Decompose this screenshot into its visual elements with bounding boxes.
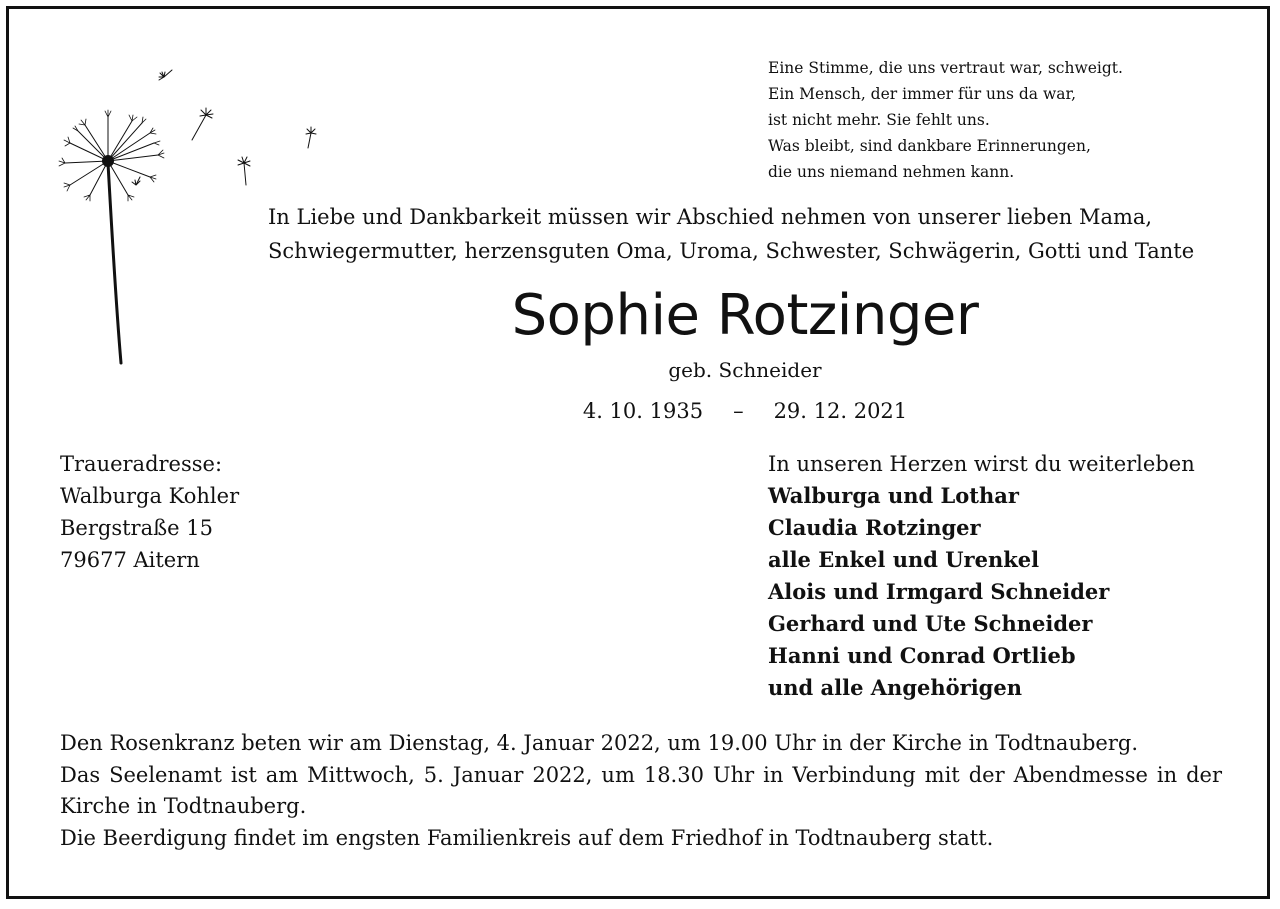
poem-line: Ein Mensch, der immer für uns da war,	[768, 85, 1077, 103]
death-date: 29. 12. 2021	[773, 399, 908, 423]
deceased-name: Sophie Rotzinger	[511, 283, 979, 348]
mourner-name: alle Enkel und Urenkel	[768, 547, 1040, 572]
mourner-name: Walburga und Lothar	[768, 483, 1019, 508]
mourner-name: Claudia Rotzinger	[768, 515, 981, 540]
mourner-name: Hanni und Conrad Ortlieb	[768, 643, 1076, 668]
poem-line: die uns niemand nehmen kann.	[768, 163, 1015, 181]
mourners-lead: In unseren Herzen wirst du weiterleben	[768, 452, 1195, 476]
rosary-notice: Den Rosenkranz beten wir am Dienstag, 4. Januar 2022, um 19.00 Uhr in der Kirche in Todtnauberg.	[60, 731, 1139, 755]
requiem-notice: Das Seelenamt ist am Mittwoch, 5. Januar 2022, um 18.30 Uhr in Verbindung mit der Abendmesse in der Kirche in Todtnauberg.	[60, 762, 1222, 818]
mourner-name: Gerhard und Ute Schneider	[768, 611, 1093, 636]
mourner-name: und alle Angehörigen	[768, 675, 1022, 700]
address-city: 79677 Aitern	[60, 548, 200, 572]
address-label: Traueradresse:	[60, 452, 223, 476]
poem-line: Was bleibt, sind dankbare Erinnerungen,	[768, 137, 1091, 155]
birth-name: geb. Schneider	[668, 358, 822, 382]
mourners-list	[768, 448, 1195, 704]
poem-line: Eine Stimme, die uns vertraut war, schweigt.	[768, 59, 1123, 77]
life-dates	[0, 394, 1280, 428]
date-separator: –	[733, 399, 744, 423]
poem	[768, 55, 1123, 185]
address-street: Bergstraße 15	[60, 516, 213, 540]
birth-date: 4. 10. 1935	[582, 399, 704, 423]
intro-line: Schwiegermutter, herzensguten Oma, Uroma, Schwester, Schwägerin, Gotti und Tante	[268, 239, 1195, 263]
mourner-name: Alois und Irmgard Schneider	[768, 579, 1110, 604]
service-notices	[60, 728, 1222, 854]
address-name: Walburga Kohler	[60, 484, 240, 508]
intro-text	[268, 200, 1224, 268]
mourning-address	[60, 448, 239, 576]
burial-notice: Die Beerdigung findet im engsten Familienkreis auf dem Friedhof in Todtnauberg statt.	[60, 825, 994, 850]
poem-line: ist nicht mehr. Sie fehlt uns.	[768, 111, 990, 129]
intro-line: In Liebe und Dankbarkeit müssen wir Abschied nehmen von unserer lieben Mama,	[268, 205, 1153, 229]
